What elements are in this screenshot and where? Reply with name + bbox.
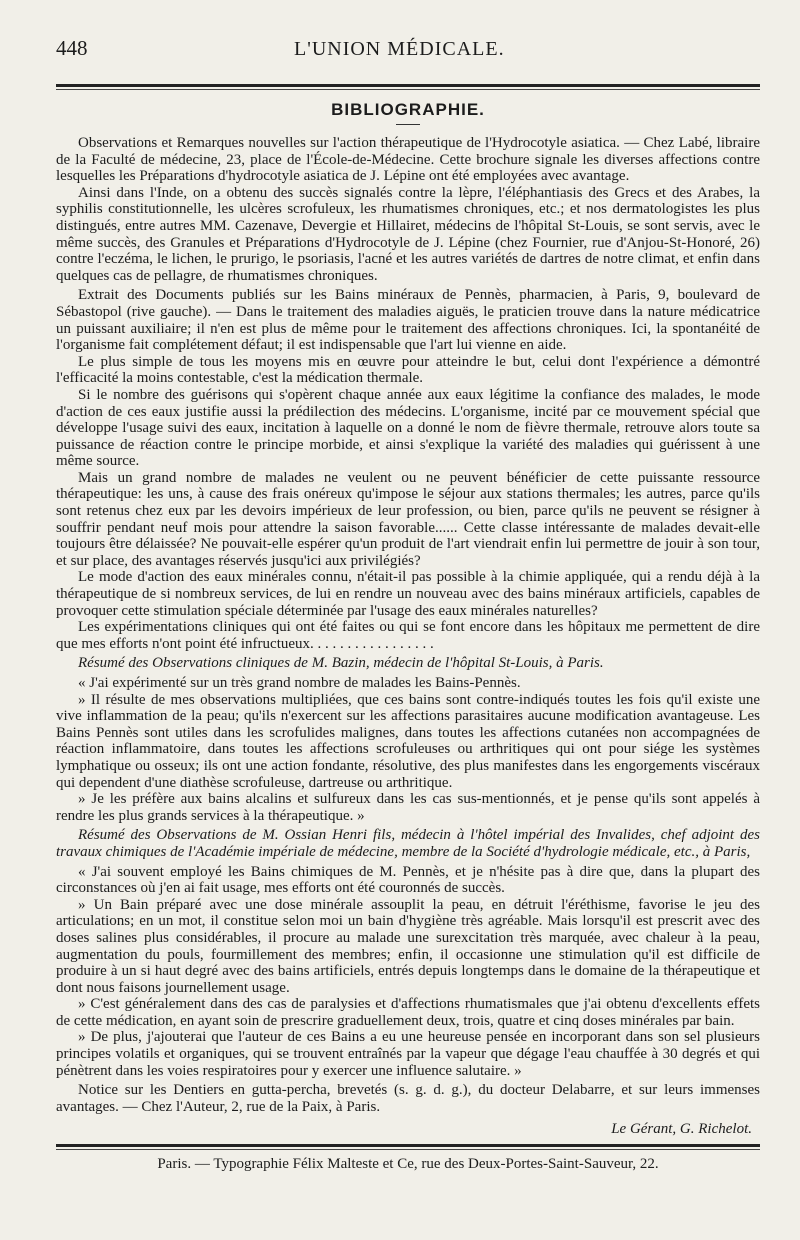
paragraph: Le mode d'action des eaux minérales connu, n'était-il pas possible à la chimie appliquée, qui a rendu déjà à la thérapeutique de si nombreux services, de lui en rendre un nouveau avec des bains minéraux artificiels, capables de provoquer cette stimulation spéciale déterminée par l'usage des eaux minérales naturelles? <box>56 569 760 619</box>
paragraph: « J'ai expérimenté sur un très grand nombre de malades les Bains-Pennès. <box>78 675 521 691</box>
paragraph: Extrait des Documents publiés sur les Bains minéraux de Pennès, pharmacien, à Paris, 9, boulevard de Sébastopol (rive gauche). — Dans le traitement des maladies aiguës, le praticien trouve dans la nature médicatrice un puissant auxiliaire; il n'en est plus de même pour le traitement des affections chroniques. Ici, la spontanéité de l'organisme fait complétement défaut; il est indispensable que l'art lui vienne en aide. <box>56 287 760 354</box>
paragraph: « J'ai souvent employé les Bains chimiques de M. Pennès, et je n'hésite pas à dire que, dans la plupart des circonstances où j'en ai fait usage, mes efforts ont été couronnés de succès. <box>56 863 760 897</box>
paragraph: Les expérimentations cliniques qui ont été faites ou qui se font encore dans les hôpitaux me permettent de dire que mes efforts n'ont point été infructueux. . . . . . . . . . . . . . . . . <box>56 619 760 652</box>
paragraph: Ainsi dans l'Inde, on a obtenu des succès signalés contre la lèpre, l'éléphantiasis des Grecs et des Arabes, la syphilis constitutionnelle, les ulcères scrofuleux, les rhumatismes chroniques, etc.; et nos dermatologistes les plus distingués, entre autres MM. Cazenave, Devergie et Hillairet, médecins de l'hôpital St-Louis, se sont servis, avec le même succès, des Granules et Préparations d'Hydrocotyle de J. Lépine (chez Fournier, rue d'Anjou-St-Honoré, 26) contre l'eczéma, le lichen, le prurigo, le psoriasis, l'acné et les autres variétés de dartres de notre climat, et enfin dans quelques cas de pellagre, de rhumatismes chroniques. <box>56 184 760 284</box>
running-title: L'UNION MÉDICALE. <box>294 38 505 60</box>
paragraph: » Un Bain préparé avec une dose minérale assouplit la peau, en détruit l'éréthisme, favorise le jeu des articulations; en un mot, il constitue selon moi un bain d'hygiène très agréable. Mais lorsqu'il est prescrit avec des doses salines plus considérables, il procure au malade une surexcitation très marquée, avec chaleur à la peau, augmentation du pouls, fourmillement des membres; enfin, il occasionne une stimulation qu'il est difficile de produire à un si haut degré avec des bains artificiels, entrés depuis longtemps dans le domaine de la thérapeutique et dont nous faisons journellement usage. <box>56 896 760 996</box>
section-title: BIBLIOGRAPHIE. <box>331 100 485 119</box>
header-rule <box>56 84 760 87</box>
paragraph: Mais un grand nombre de malades ne veulent ou ne peuvent bénéficier de cette puissante ressource thérapeutique: les uns, à cause des frais onéreux qu'impose le séjour aux stations thermales; les autres, parce qu'ils sont retenus chez eux par les devoirs impérieux de leur profession, ou bien, parce qu'ils ne peuvent se résigner à souffrir pendant neuf mois pour attendre la saison favorable...... Cette classe intéressante de malades devait-elle toujours être délaissée? Ne pouvait-elle espérer qu'un produit de l'art viendrait enfin lui permettre de jouir à son tour, et sur place, des avantages réservés jusqu'ici aux privilégiés? <box>56 469 760 569</box>
paragraph: Observations et Remarques nouvelles sur l'action thérapeutique de l'Hydrocotyle asiatica. — Chez Labé, libraire de la Faculté de médecine, 23, place de l'École-de-Médecine. Cette brochure signale les diverses affections contre lesquelles les Préparations d'hydrocotyle asiatica de J. Lépine ont été employées avec avantage. <box>56 135 760 185</box>
paragraph: » C'est généralement dans des cas de paralysies et d'affections rhumatismales que j'ai obtenu d'excellents effets de cette médication, en ayant soin de prescrire graduellement deux, trois, quatre et cinq doses minérales par bain. <box>56 996 760 1029</box>
signature: Le Gérant, G. Richelot. <box>611 1121 752 1138</box>
article-body <box>56 135 760 1115</box>
footer-rule-thin <box>56 1149 760 1150</box>
resume-heading: Résumé des Observations de M. Ossian Henri fils, médecin à l'hôtel impérial des Invalides, chef adjoint des travaux chimiques de l'Académie impériale de médecine, membre de la Société d'hydrologie médicale, etc., à Paris, <box>56 827 760 860</box>
paragraph: Notice sur les Dentiers en gutta-percha, brevetés (s. g. d. g.), du docteur Delabarre, et sur leurs immenses avantages. — Chez l'Auteur, 2, rue de la Paix, à Paris. <box>56 1082 760 1115</box>
page-header <box>56 36 760 76</box>
section-divider <box>396 124 420 125</box>
paragraph: Le plus simple de tous les moyens mis en œuvre pour atteindre le but, celui dont l'expérience a démontré l'efficacité la moins contestable, c'est la médication thermale. <box>56 353 760 387</box>
header-rule-thin <box>56 89 760 90</box>
paragraph: » Je les préfère aux bains alcalins et sulfureux dans les cas sus-mentionnés, et je pense qu'ils sont appelés à rendre les plus grands services à la thérapeutique. » <box>56 791 760 824</box>
paragraph: » De plus, j'ajouterai que l'auteur de ces Bains a eu une heureuse pensée en incorporant dans son sel plusieurs principes volatils et organiques, qui se trouvent entraînés par la vapeur que dégage l'eau chauffée à 30 degrés et qui pénètrent dans les voies respiratoires pour y exercer une influence salutaire. » <box>56 1029 760 1079</box>
page-number: 448 <box>56 36 88 60</box>
paragraph: » Il résulte de mes observations multipliées, que ces bains sont contre-indiqués toutes les fois qu'il existe une vive inflammation de la peau; qu'ils n'exercent sur les affections parasitaires aucune modification avantageuse. Les Bains Pennès sont utiles dans les scrofulides malignes, dans toutes les affections cutanées non accompagnées de réaction inflammatoire, dans toutes les affections scrofuleuses ou arthritiques qui ont pour siége les systèmes lymphatique ou osseux; ils ont une action fondante, résolutive, des plus manifestes dans les engorgements viscéraux qui dependent d'une diathèse scrofuleuse, dartreuse ou arthritique. <box>56 691 760 791</box>
footer-rule <box>56 1144 760 1147</box>
resume-heading: Résumé des Observations cliniques de M. Bazin, médecin de l'hôpital St-Louis, à Paris. <box>78 655 604 672</box>
paragraph: Si le nombre des guérisons qui s'opèrent chaque année aux eaux légitime la confiance des malades, le mode d'action de ces eaux justifie aussi la prédilection des médecins. L'organisme, incité par ce mouvement spécial que développe l'usage suivi des eaux, incitation à laquelle on a donné le nom de fièvre thermale, retrouve alors toute sa puissance de réaction contre le principe morbide, et ainsi s'explique la variété des maladies qui guérissent à une même source. <box>56 386 760 470</box>
imprint: Paris. — Typographie Félix Malteste et Ce, rue des Deux-Portes-Saint-Sauveur, 22. <box>157 1156 659 1173</box>
